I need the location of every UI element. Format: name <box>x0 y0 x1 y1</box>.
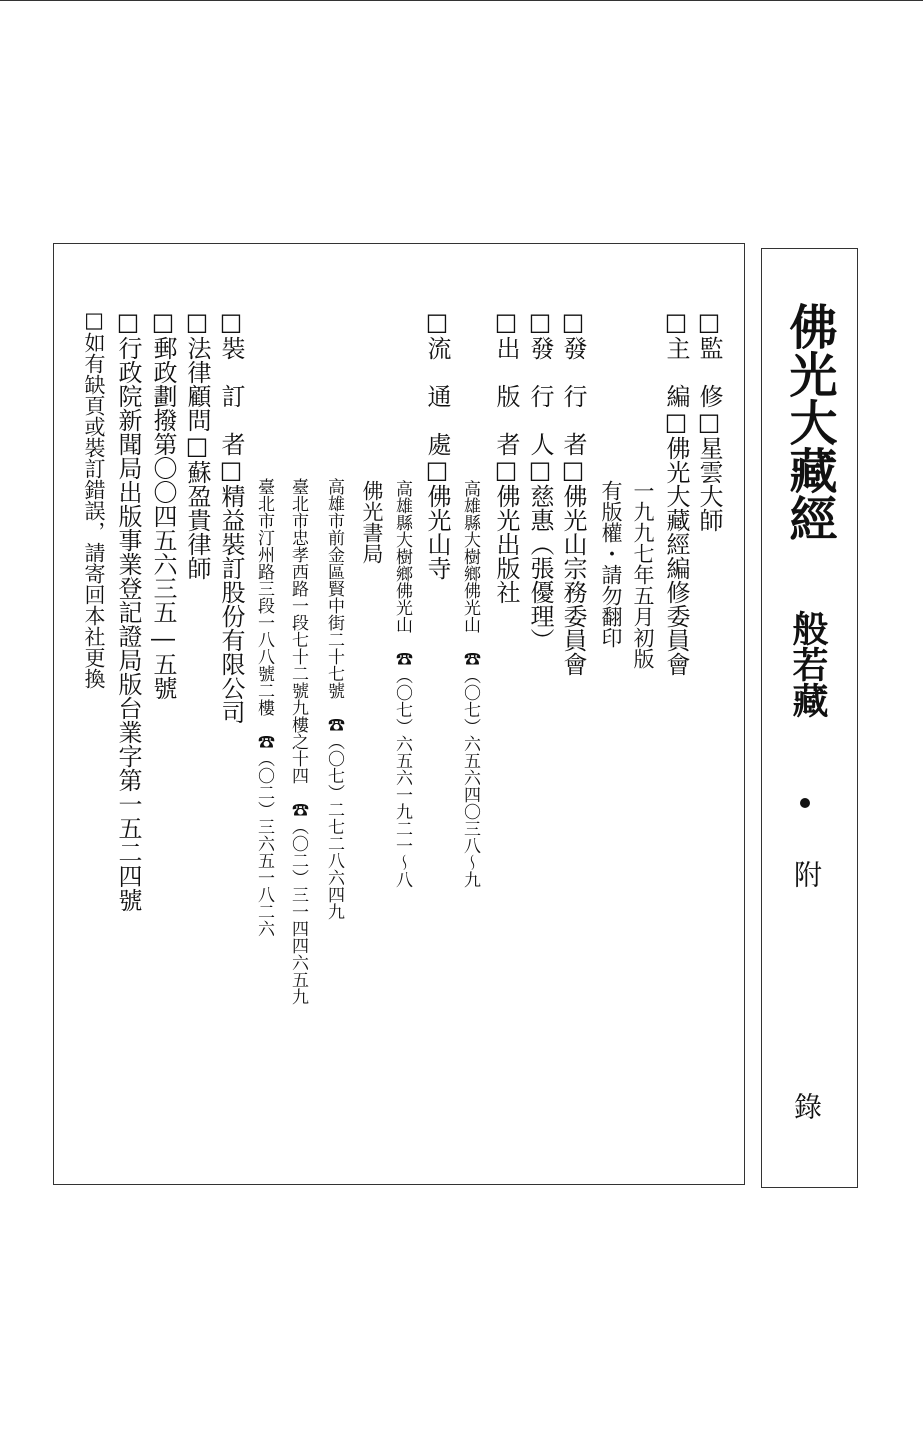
publishing-house-address: 高雄縣大樹鄉佛光山 ☎（〇七）六五六四〇三八～九 <box>460 480 480 888</box>
editor-line: □主 編□佛光大藏經編修委員會 <box>662 308 690 676</box>
distributor-line: □流 通 處□佛光山寺 <box>423 308 451 580</box>
postal-transfer-line: □郵政劃撥第〇〇四五六三五―五號 <box>149 308 177 700</box>
binder-line: □裝 訂 者□精益裝訂股份有限公司 <box>217 308 245 724</box>
copyright-line: 有版權・請勿翻印 <box>599 480 623 648</box>
title-separator-dot <box>800 798 810 808</box>
distributor-address: 高雄縣大樹鄉佛光山 ☎（〇七）六五六一九二一～八 <box>392 480 412 888</box>
registration-line: □行政院新聞局出版事業登記證局版台業字第一五二四號 <box>114 308 142 912</box>
bookstore-address-3: 臺北市汀州路三段一八八號二樓 ☎（〇二）三六五一八二六 <box>254 478 274 937</box>
edition-line: 一九九七年五月初版 <box>631 480 655 669</box>
legal-counsel-line: □法律顧問□蘇盈貴律師 <box>183 308 211 580</box>
publisher-org-line: □發 行 者□佛光山宗務委員會 <box>559 308 587 676</box>
publisher-person-line: □發 行 人□慈惠（張優理） <box>526 308 554 652</box>
volume-char-1: 附 <box>790 860 823 888</box>
bookstore-address-2: 臺北市忠孝西路一段七十二號九樓之十四 ☎（〇二）三一四四六五九 <box>288 478 308 1005</box>
top-rule <box>0 0 923 1</box>
bookstore-name: 佛光書局 <box>360 480 384 564</box>
volume-char-2: 錄 <box>790 1092 823 1120</box>
publishing-house-line: □出 版 者□佛光出版社 <box>492 308 520 604</box>
collection-title: 般若藏 <box>787 610 829 718</box>
bookstore-address-1: 高雄市前金區賢中街二十七號 ☎（〇七）二七二八六四九 <box>324 478 344 920</box>
series-title: 佛光大藏經 <box>781 302 837 542</box>
supervisor-line: □監 修□星雲大師 <box>695 308 723 532</box>
notice-line: □如有缺頁或裝訂錯誤，請寄回本社更換 <box>82 308 106 689</box>
